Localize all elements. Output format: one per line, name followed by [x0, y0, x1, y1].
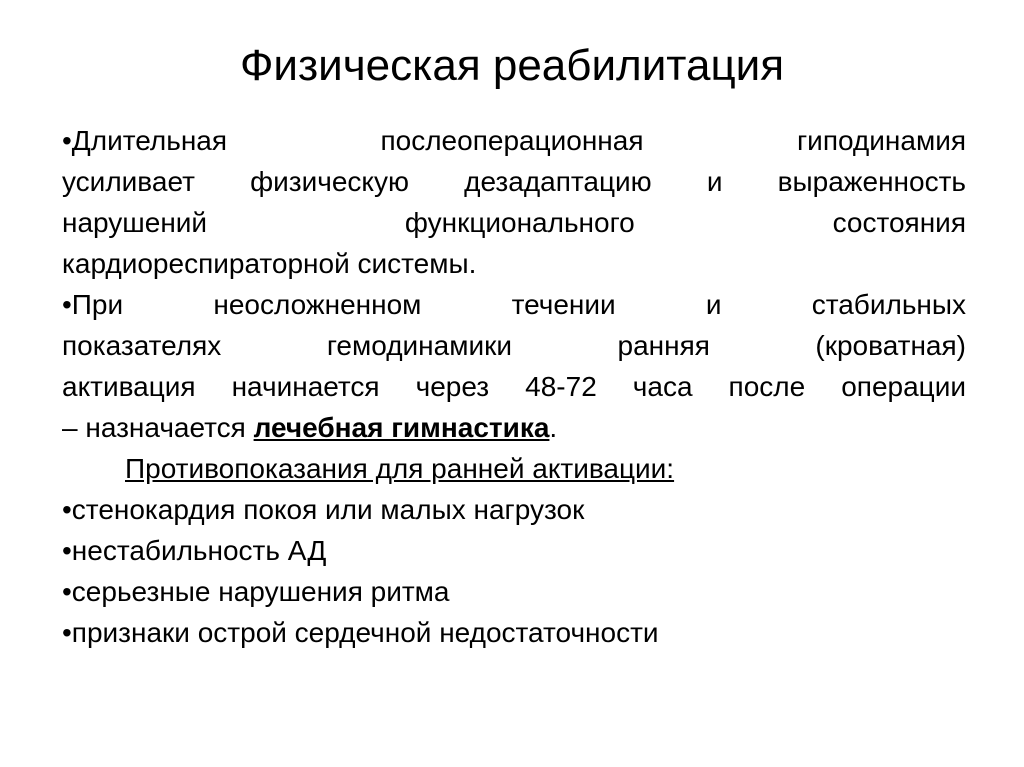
contraindications-heading: Противопоказания для ранней активации:	[125, 453, 675, 484]
paragraph-line: •При неосложненном течении и стабильных	[62, 289, 966, 320]
contraindication-item: •серьезные нарушения ритма	[62, 576, 450, 607]
paragraph-line-prefix: – назначается	[62, 412, 254, 443]
paragraph-line: нарушений функционального состояния	[62, 207, 966, 238]
paragraph-line: кардиореспираторной системы.	[62, 248, 477, 279]
paragraph-line: •Длительная послеоперационная гиподинамия	[62, 125, 966, 156]
contraindication-item: •нестабильность АД	[62, 535, 327, 566]
paragraph-line-suffix: .	[549, 412, 558, 443]
slide-title: Физическая реабилитация	[239, 41, 785, 90]
contraindication-item: •стенокардия покоя или малых нагрузок	[62, 494, 585, 525]
therapeutic-gymnastics-emphasis: лечебная гимнастика	[253, 412, 550, 443]
paragraph-line: показателях гемодинамики ранняя (кроватная)	[62, 330, 966, 361]
paragraph-line: активация начинается через 48-72 часа после операции	[62, 371, 966, 402]
slide-body	[62, 120, 966, 653]
paragraph-line: усиливает физическую дезадаптацию и выраженность	[62, 166, 966, 197]
paragraph-activation	[62, 284, 966, 448]
contraindications-list	[62, 489, 966, 653]
paragraph-line-with-emphasis	[62, 407, 966, 448]
contraindication-item: •признаки острой сердечной недостаточности	[62, 617, 659, 648]
paragraph-hypodynamia	[62, 120, 966, 284]
